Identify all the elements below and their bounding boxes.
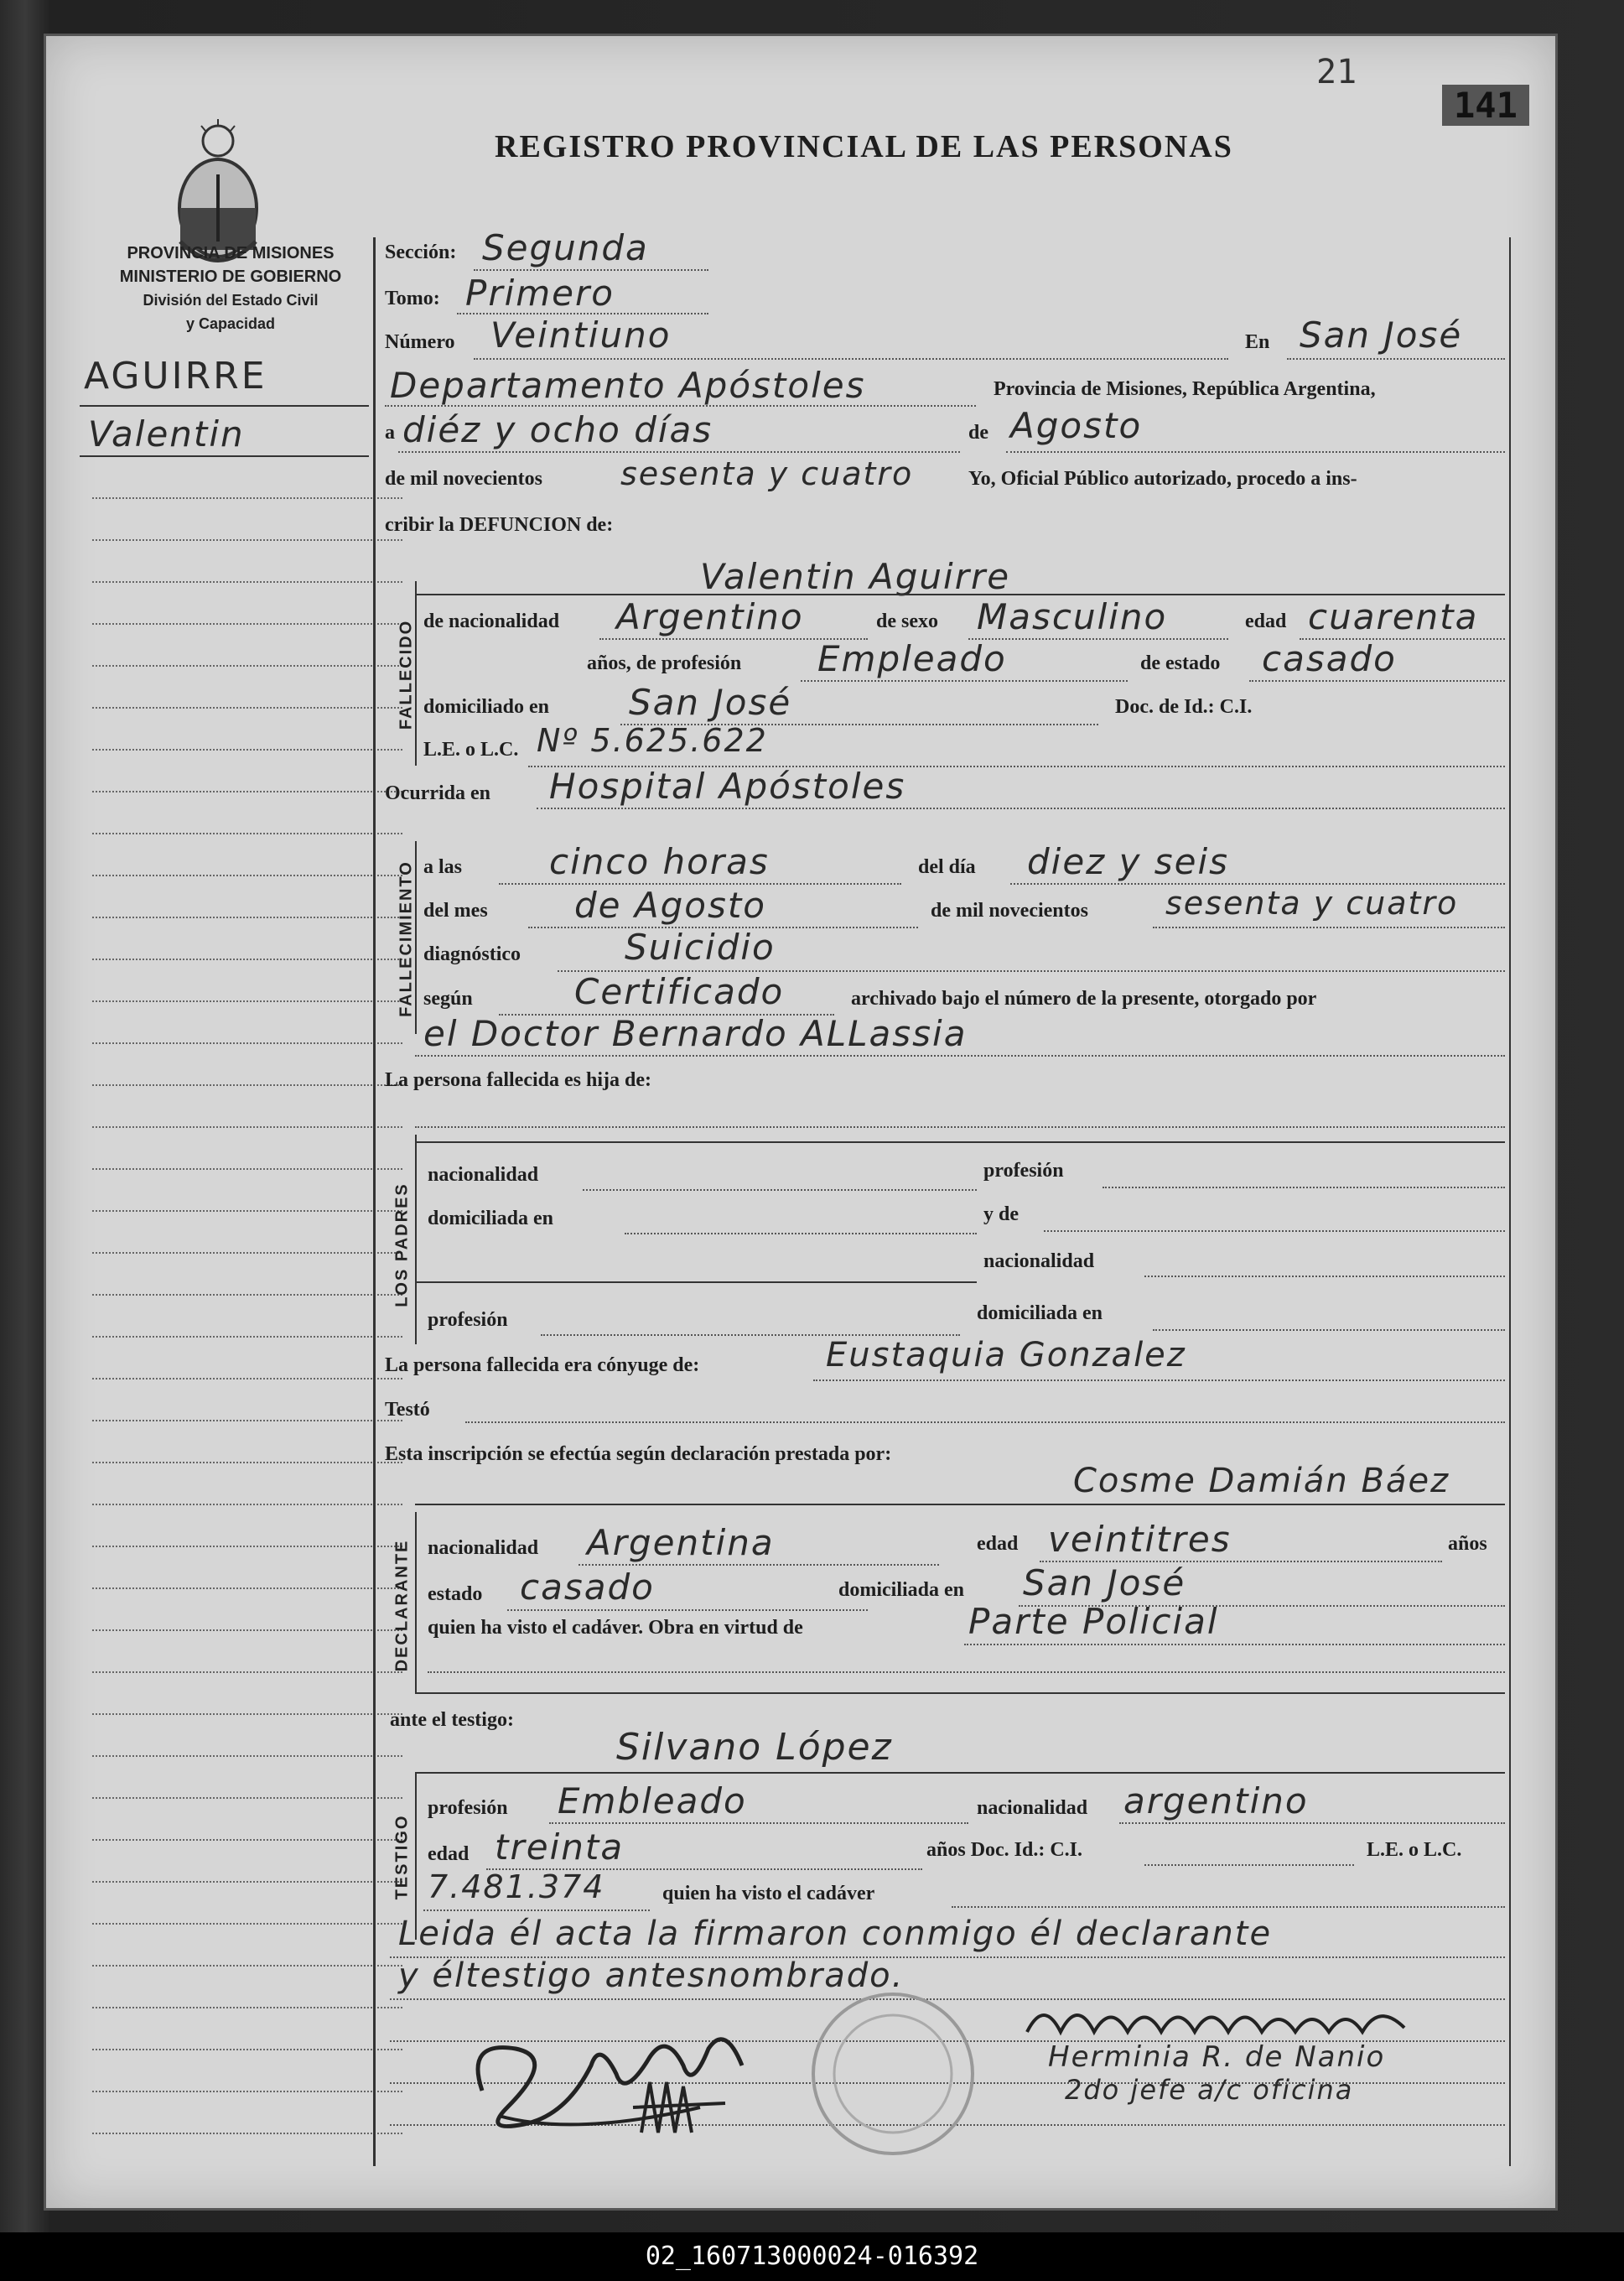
declarante-obra-line [964,1644,1505,1645]
departamento-line [385,405,976,407]
conyuge-label: La persona fallecida era cónyuge de: [385,1354,700,1376]
dia-fallec-value: diez y seis [1027,841,1230,882]
margin-underline-2 [80,455,369,457]
fallecido-profesion-line [801,680,1128,682]
declarante-domicilio: San José [1023,1562,1186,1603]
padre-nacionalidad-line [583,1189,977,1191]
numero-value: Veintiuno [490,314,672,356]
mes-fallec-label: del mes [423,900,488,922]
folio-number: 21 [1316,53,1357,91]
de-label: de [968,422,988,444]
declarante-nombre: Cosme Damián Báez [1073,1462,1450,1500]
padre-profesion-label: profesión [983,1160,1064,1182]
declarante-anios-label: años [1448,1533,1487,1555]
en-line [1287,358,1505,360]
margin-underline-1 [80,405,369,407]
testigo-edad-label: edad [428,1843,470,1865]
madre-domiciliada-line [1153,1329,1505,1331]
dia-line [398,451,960,453]
mes-fallec-value: de Agosto [574,885,766,926]
scan-footer: 02_160713000024-016392 [0,2232,1624,2281]
division-line: División del Estado Civil [143,292,319,309]
testigo-doc-label: años Doc. Id.: C.I. [926,1839,1083,1861]
mes-value: Agosto [1010,405,1143,446]
testigo-nombre: Silvano López [616,1726,893,1769]
fallecido-nombre: Valentin Aguirre [700,556,1011,597]
horas-label: a las [423,856,463,878]
a-label: a [385,422,395,444]
padres-name-line-2 [415,1141,1505,1143]
certificate-page [44,34,1558,2211]
seccion-value: Segunda [482,227,649,268]
testigo-edad: treinta [495,1826,625,1868]
declarante-estado-line [507,1609,868,1611]
fallecido-domicilio-label: domiciliado en [423,696,550,718]
en-value: San José [1300,314,1463,356]
anio-label: de mil novecientos [385,468,542,490]
padre-profesion-line [1103,1187,1505,1188]
dia-value: diéz y ocho días [402,409,713,450]
doctor-value: el Doctor Bernardo ALLassia [423,1013,968,1054]
anio-fallec-value: sesenta y cuatro [1165,885,1459,922]
declarante-nacionalidad: Argentina [587,1522,775,1563]
fallecido-doc-label: Doc. de Id.: C.I. [1115,696,1253,718]
oficial-cargo: 2do jefe a/c oficina [1065,2074,1354,2106]
folio-stamp: 141 [1442,85,1529,126]
official-seal-icon [784,1990,1002,2158]
margin-surname: AGUIRRE [84,355,267,397]
fallecido-section-label: FALLECIDO [397,619,416,730]
testigo-visto-line [952,1906,1505,1908]
ocurrida-value: Hospital Apóstoles [549,766,906,807]
left-column-divider [373,237,376,2166]
oficial-nombre: Herminia R. de Nanio [1048,2040,1386,2074]
testigo-visto-label: quien ha visto el cadáver [662,1883,875,1904]
testigo-nombre-line [415,1772,1505,1774]
declarante-estado-label: estado [428,1583,483,1605]
fallecido-estado: casado [1262,638,1397,679]
declarante-extra-line [428,1671,1505,1673]
madre-nacionalidad-line [1144,1276,1505,1277]
declarante-domicilio-label: domiciliada en [838,1579,965,1601]
departamento-value: Departamento Apóstoles [390,365,866,406]
en-label: En [1245,331,1270,353]
declarante-obra: Parte Policial [968,1601,1219,1642]
fallecido-nacionalidad-label: de nacionalidad [423,611,560,632]
fallecido-nacionalidad: Argentino [616,596,804,637]
numero-line [474,358,1228,360]
testigo-profesion-line [549,1822,968,1824]
fallecido-profesion: Empleado [817,638,1007,679]
padre-nacionalidad-label: nacionalidad [428,1164,539,1186]
fallecido-domicilio: San José [629,682,792,723]
fallecido-sexo: Masculino [977,596,1168,637]
declarante-bracket [415,1512,417,1692]
testigo-nacionalidad: argentino [1123,1780,1309,1821]
conyuge-line [813,1380,1505,1381]
declarante-obra-label: quien ha visto el cadáver. Obra en virtud de [428,1617,803,1639]
registry-title: REGISTRO PROVINCIAL DE LAS PERSONAS [495,129,1233,164]
cierre-linea-2: y éltestigo antesnombrado. [398,1956,905,1995]
declaracion-text: Esta inscripción se efectúa según declaración prestada por: [385,1443,892,1465]
declarante-section-label: DECLARANTE [392,1539,412,1672]
anio-fallec-line [1153,927,1505,928]
anio-fallec-label: de mil novecientos [931,900,1088,922]
testigo-section-label: TESTIGO [392,1814,412,1900]
conyuge-value: Eustaquia Gonzalez [826,1336,1186,1374]
madre-nacionalidad-label: nacionalidad [983,1250,1095,1272]
margin-given-name: Valentin [88,413,245,455]
testigo-le: 7.481.374 [428,1868,605,1905]
cierre-linea-1: Leida él acta la firmaron conmigo él declarante [398,1915,1273,1953]
declarante-nombre-line [415,1504,1505,1505]
testigo-ante-label: ante el testigo: [390,1709,514,1731]
padres-divider [415,1281,977,1283]
fallecido-le-label: L.E. o L.C. [423,739,519,761]
declarante-nacionalidad-line [579,1564,939,1566]
anio-value: sesenta y cuatro [620,455,914,492]
diagnostico-label: diagnóstico [423,943,521,965]
madre-yde-label: y de [983,1203,1019,1225]
seccion-line [474,269,708,271]
segun-label: según [423,988,473,1010]
fallecido-profesion-label: años, de profesión [587,652,742,674]
tomo-value: Primero [465,273,615,314]
padres-section-label: LOS PADRES [392,1182,412,1307]
numero-label: Número [385,331,455,353]
right-border-line [1509,237,1511,2166]
testigo-nacionalidad-line [1119,1822,1505,1824]
fallecido-edad: cuarenta [1308,596,1479,637]
fallecido-sexo-label: de sexo [876,611,938,632]
fallecido-nombre-line [415,594,1505,595]
dia-fallec-label: del día [918,856,976,878]
madre-yde-line [1044,1230,1505,1232]
horas-value: cinco horas [549,841,770,882]
capacity-line: y Capacidad [185,315,276,332]
mes-line [1006,451,1505,453]
testigo-le-label: L.E. o L.C. [1367,1839,1462,1861]
testigo-signature-icon [625,2065,750,2149]
madre-domiciliada-label: domiciliada en [977,1302,1103,1324]
fallecido-le: Nº 5.625.622 [537,722,768,759]
fallecido-estado-label: de estado [1140,652,1221,674]
ocurrida-label: Ocurrida en [385,782,490,804]
padre-profesion2-label: profesión [428,1309,508,1331]
ocurrida-line [537,808,1505,809]
fallecimiento-section-label: FALLECIMIENTO [397,860,416,1017]
declarante-edad-label: edad [977,1533,1019,1555]
testigo-doc-line [1144,1864,1354,1866]
segun-value: Certificado [574,971,785,1012]
testigo-nacionalidad-label: nacionalidad [977,1797,1088,1819]
declarante-bottom-line [415,1692,1505,1694]
declarante-edad: veintitres [1048,1519,1232,1560]
testo-label: Testó [385,1399,430,1421]
archivado-text: archivado bajo el número de la presente, otorgado por [851,988,1317,1010]
testigo-profesion: Embleado [558,1780,747,1821]
padre-domiciliada-label: domiciliada en [428,1208,554,1229]
testigo-le-line [423,1909,650,1911]
padre-domiciliada-line [625,1233,977,1234]
declarante-estado: casado [520,1567,655,1608]
oficial-text: Yo, Oficial Público autorizado, procedo a ins- [968,468,1357,490]
fallecido-edad-label: edad [1245,611,1287,632]
fallecido-estado-line [1249,680,1505,682]
padres-name-line-1 [415,1126,1505,1128]
hija-text: La persona fallecida es hija de: [385,1069,651,1091]
testo-line [465,1421,1505,1423]
testigo-profesion-label: profesión [428,1797,508,1819]
tomo-label: Tomo: [385,288,440,309]
diagnostico-value: Suicidio [625,927,776,968]
padres-bracket [415,1135,417,1344]
fallecido-sexo-line [968,638,1228,640]
provincia-text: Provincia de Misiones, República Argentina, [994,378,1376,400]
province-line: PROVINCIA DE MISIONES [127,244,335,262]
inscribir-text: cribir la DEFUNCION de: [385,514,614,536]
doctor-line [415,1055,1505,1057]
province-header [80,242,381,335]
ministry-line: MINISTERIO DE GOBIERNO [119,268,342,286]
declarante-nacionalidad-label: nacionalidad [428,1537,539,1559]
seccion-label: Sección: [385,242,457,263]
